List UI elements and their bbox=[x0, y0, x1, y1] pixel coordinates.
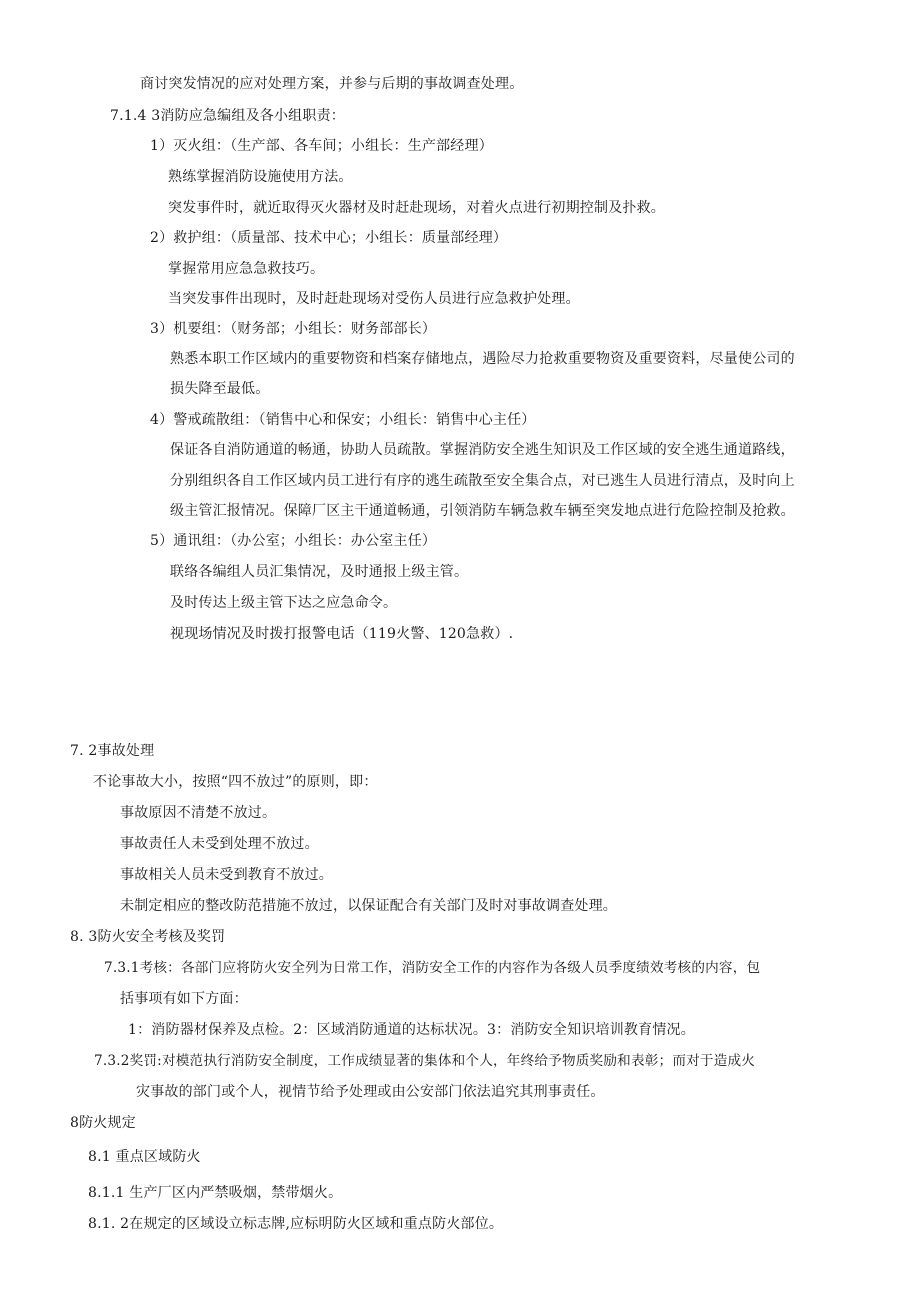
text-line: 3）机要组：（财务部；小组长：财务部部长） bbox=[150, 321, 437, 337]
text-line: 7.3.2奖罚:对模范执行消防安全制度，工作成绩显著的集体和个人，年终给予物质奖励和表彰；而对于造成火 bbox=[94, 1053, 756, 1069]
text-line: 未制定相应的整改防范措施不放过，以保证配合有关部门及时对事故调查处理。 bbox=[120, 898, 617, 914]
text-line: 事故责任人未受到处理不放过。 bbox=[120, 836, 319, 852]
text-line: 商讨突发情况的应对处理方案，并参与后期的事故调查处理。 bbox=[140, 76, 524, 92]
text-line: 括事项有如下方面： bbox=[120, 991, 248, 1007]
text-line: 4）警戒疏散组：（销售中心和保安；小组长：销售中心主任） bbox=[150, 412, 536, 428]
text-line: 视现场情况及时拨打报警电话（119火警、120急救）. bbox=[170, 626, 514, 642]
section-heading: 8. 3防火安全考核及奖罚 bbox=[70, 929, 226, 945]
text-line: 2）救护组：（质量部、技术中心；小组长：质量部经理） bbox=[150, 230, 508, 246]
text-line: 熟练掌握消防设施使用方法。 bbox=[168, 169, 353, 185]
text-line: 联络各编组人员汇集情况，及时通报上级主管。 bbox=[170, 564, 469, 580]
text-line: 事故相关人员未受到教育不放过。 bbox=[120, 867, 333, 883]
text-line: 分别组织各自工作区域内员工进行有序的逃生疏散至安全集合点，对已逃生人员进行清点，及时向上 bbox=[170, 473, 795, 489]
text-line: 掌握常用应急急救技巧。 bbox=[168, 261, 325, 277]
text-line: 及时传达上级主管下达之应急命令。 bbox=[170, 595, 398, 611]
text-line: 级主管汇报情况。保障厂区主干通道畅通，引领消防车辆急救车辆至突发地点进行危险控制及抢救。 bbox=[170, 503, 795, 519]
section-heading: 8防火规定 bbox=[70, 1115, 136, 1131]
text-line: 灾事故的部门或个人，视情节给予处理或由公安部门依法追究其刑事责任。 bbox=[136, 1084, 605, 1100]
text-line: 熟悉本职工作区域内的重要物资和档案存储地点，遇险尽力抢救重要物资及重要资料，尽量使公司的 bbox=[170, 351, 795, 367]
text-line: 突发事件时，就近取得灭火器材及时赶赴现场，对着火点进行初期控制及扑救。 bbox=[168, 200, 665, 216]
text-line: 当突发事件出现时，及时赶赴现场对受伤人员进行应急救护处理。 bbox=[168, 291, 580, 307]
text-line: 5）通讯组：（办公室；小组长：办公室主任） bbox=[150, 533, 437, 549]
text-line: 8.1. 2在规定的区域设立标志牌,应标明防火区域和重点防火部位。 bbox=[88, 1216, 504, 1232]
text-line: 不论事故大小，按照“四不放过”的原则，即： bbox=[93, 774, 378, 790]
text-line: 1：消防器材保养及点检。2：区域消防通道的达标状况。3：消防安全知识培训教育情况。 bbox=[128, 1022, 695, 1038]
section-heading: 7.1.4 3消防应急编组及各小组职责： bbox=[110, 108, 345, 124]
section-heading: 7. 2事故处理 bbox=[70, 743, 155, 759]
text-line: 保证各自消防通道的畅通，协助人员疏散。掌握消防安全逃生知识及工作区域的安全逃生通道路线， bbox=[170, 442, 795, 458]
text-line: 8.1.1 生产厂区内严禁吸烟，禁带烟火。 bbox=[88, 1185, 343, 1201]
text-line: 1）灭火组：（生产部、各车间；小组长：生产部经理） bbox=[150, 138, 493, 154]
text-line: 7.3.1考核：各部门应将防火安全列为日常工作，消防安全工作的内容作为各级人员季度绩效考核的内容，包 bbox=[104, 960, 761, 976]
section-heading: 8.1 重点区域防火 bbox=[88, 1149, 201, 1165]
text-line: 损失降至最低。 bbox=[170, 381, 270, 397]
text-line: 事故原因不清楚不放过。 bbox=[120, 805, 277, 821]
